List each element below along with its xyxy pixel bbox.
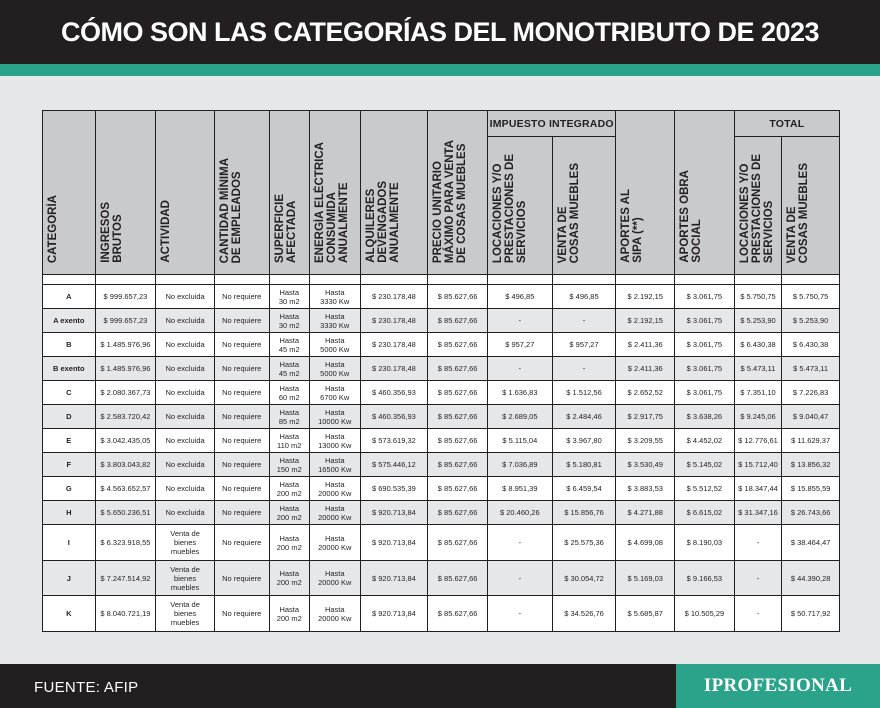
cell-precio-unitario: $ 85.627,66: [428, 560, 488, 595]
cell-cantidad-empleados: No requiere: [214, 525, 269, 560]
spacer-cell: [675, 275, 735, 285]
cell-aportes-obra-social: $ 6.615,02: [675, 501, 735, 525]
cell-energia: Hasta 3330 Kw: [309, 285, 360, 309]
cell-energia: Hasta 20000 Kw: [309, 596, 360, 632]
cell-ingresos-brutos: $ 2.080.367,73: [95, 381, 156, 405]
header-total-venta: VENTA DE COSAS MUEBLES: [782, 137, 840, 275]
cell-cantidad-empleados: No requiere: [214, 285, 269, 309]
table-row: [43, 596, 840, 632]
cell-superficie: Hasta 45 m2: [269, 357, 309, 381]
cell-impuesto-locaciones: $ 957,27: [487, 333, 552, 357]
cell-total-locaciones: $ 31.347,16: [734, 501, 782, 525]
cell-ingresos-brutos: $ 1.485.976,96: [95, 333, 156, 357]
cell-precio-unitario: $ 85.627,66: [428, 596, 488, 632]
cell-impuesto-locaciones: $ 7.036,89: [487, 453, 552, 477]
cell-impuesto-locaciones: -: [487, 560, 552, 595]
cell-ingresos-brutos: $ 2.583.720,42: [95, 405, 156, 429]
cell-categoria: G: [43, 477, 96, 501]
cell-precio-unitario: $ 85.627,66: [428, 453, 488, 477]
cell-actividad: No excluida: [156, 357, 215, 381]
cell-total-locaciones: $ 5.253,90: [734, 309, 782, 333]
cell-cantidad-empleados: No requiere: [214, 357, 269, 381]
spacer-cell: [487, 275, 552, 285]
cell-total-venta: $ 15.855,59: [782, 477, 840, 501]
cell-actividad: No excluida: [156, 381, 215, 405]
cell-total-locaciones: $ 5.750,75: [734, 285, 782, 309]
cell-actividad: No excluida: [156, 309, 215, 333]
cell-categoria: I: [43, 525, 96, 560]
cell-alquileres: $ 230.178,48: [360, 285, 428, 309]
cell-precio-unitario: $ 85.627,66: [428, 405, 488, 429]
title-accent-stripe: [0, 64, 880, 76]
cell-aportes-sipa: $ 2.192,15: [616, 309, 675, 333]
cell-categoria: A: [43, 285, 96, 309]
cell-impuesto-locaciones: $ 2.689,05: [487, 405, 552, 429]
table-header: [43, 111, 840, 275]
cell-cantidad-empleados: No requiere: [214, 381, 269, 405]
monotributo-categories-table: [42, 110, 840, 632]
spacer-cell: [269, 275, 309, 285]
cell-categoria: B exento: [43, 357, 96, 381]
cell-categoria: F: [43, 453, 96, 477]
cell-impuesto-venta: $ 3.967,80: [552, 429, 616, 453]
cell-ingresos-brutos: $ 3.042.435,05: [95, 429, 156, 453]
cell-actividad: Venta de bienes muebles: [156, 525, 215, 560]
cell-alquileres: $ 230.178,48: [360, 357, 428, 381]
cell-aportes-sipa: $ 2.917,75: [616, 405, 675, 429]
cell-impuesto-venta: -: [552, 357, 616, 381]
cell-actividad: No excluida: [156, 501, 215, 525]
cell-aportes-obra-social: $ 9.166,53: [675, 560, 735, 595]
cell-energia: Hasta 20000 Kw: [309, 560, 360, 595]
cell-total-venta: $ 9.040,47: [782, 405, 840, 429]
cell-total-venta: $ 5.750,75: [782, 285, 840, 309]
iprofesional-logo: [676, 664, 880, 708]
cell-total-locaciones: $ 6.430,38: [734, 333, 782, 357]
cell-aportes-sipa: $ 5.685,87: [616, 596, 675, 632]
cell-impuesto-locaciones: -: [487, 596, 552, 632]
cell-categoria: D: [43, 405, 96, 429]
cell-alquileres: $ 920.713,84: [360, 596, 428, 632]
cell-total-venta: $ 13.856,32: [782, 453, 840, 477]
cell-superficie: Hasta 60 m2: [269, 381, 309, 405]
cell-aportes-obra-social: $ 3.061,75: [675, 333, 735, 357]
cell-impuesto-venta: $ 15.856,76: [552, 501, 616, 525]
cell-cantidad-empleados: No requiere: [214, 333, 269, 357]
header-categoria: CATEGORÍA: [43, 111, 96, 275]
cell-aportes-obra-social: $ 3.061,75: [675, 357, 735, 381]
cell-total-locaciones: $ 12.776,61: [734, 429, 782, 453]
cell-cantidad-empleados: No requiere: [214, 596, 269, 632]
categories-table-container: [42, 110, 840, 632]
table-row: [43, 333, 840, 357]
cell-precio-unitario: $ 85.627,66: [428, 525, 488, 560]
header-actividad: ACTIVIDAD: [156, 111, 215, 275]
header-ingresos-brutos: INGRESOS BRUTOS: [95, 111, 156, 275]
cell-impuesto-venta: $ 30.054,72: [552, 560, 616, 595]
cell-actividad: No excluida: [156, 285, 215, 309]
cell-impuesto-locaciones: $ 8.951,39: [487, 477, 552, 501]
cell-aportes-sipa: $ 2.411,36: [616, 333, 675, 357]
cell-alquileres: $ 460.356,93: [360, 381, 428, 405]
cell-energia: Hasta 20000 Kw: [309, 525, 360, 560]
cell-actividad: No excluida: [156, 333, 215, 357]
cell-total-venta: $ 44.390,28: [782, 560, 840, 595]
spacer-cell: [552, 275, 616, 285]
cell-ingresos-brutos: $ 1.485.976,96: [95, 357, 156, 381]
cell-ingresos-brutos: $ 3.803.043,82: [95, 453, 156, 477]
cell-actividad: No excluida: [156, 429, 215, 453]
cell-impuesto-locaciones: $ 20.460,26: [487, 501, 552, 525]
cell-superficie: Hasta 200 m2: [269, 501, 309, 525]
cell-actividad: No excluida: [156, 453, 215, 477]
cell-superficie: Hasta 30 m2: [269, 285, 309, 309]
cell-superficie: Hasta 85 m2: [269, 405, 309, 429]
cell-aportes-sipa: $ 3.883,53: [616, 477, 675, 501]
cell-aportes-sipa: $ 3.209,55: [616, 429, 675, 453]
cell-aportes-obra-social: $ 3.061,75: [675, 285, 735, 309]
cell-total-locaciones: $ 5.473,11: [734, 357, 782, 381]
cell-actividad: No excluida: [156, 477, 215, 501]
cell-ingresos-brutos: $ 6.323.918,55: [95, 525, 156, 560]
cell-cantidad-empleados: No requiere: [214, 501, 269, 525]
cell-impuesto-locaciones: $ 5.115,04: [487, 429, 552, 453]
cell-energia: Hasta 3330 Kw: [309, 309, 360, 333]
cell-precio-unitario: $ 85.627,66: [428, 501, 488, 525]
spacer-cell: [734, 275, 782, 285]
table-row: [43, 357, 840, 381]
cell-actividad: No excluida: [156, 405, 215, 429]
cell-energia: Hasta 5000 Kw: [309, 333, 360, 357]
cell-energia: Hasta 20000 Kw: [309, 501, 360, 525]
cell-aportes-sipa: $ 5.169,03: [616, 560, 675, 595]
cell-impuesto-locaciones: $ 1.636,83: [487, 381, 552, 405]
cell-energia: Hasta 13000 Kw: [309, 429, 360, 453]
cell-impuesto-locaciones: -: [487, 525, 552, 560]
spacer-cell: [309, 275, 360, 285]
cell-total-venta: $ 5.473,11: [782, 357, 840, 381]
header-cantidad-empleados: CANTIDAD MÍNIMA DE EMPLEADOS: [214, 111, 269, 275]
cell-precio-unitario: $ 85.627,66: [428, 285, 488, 309]
cell-aportes-sipa: $ 2.411,36: [616, 357, 675, 381]
spacer-cell: [360, 275, 428, 285]
cell-total-locaciones: -: [734, 596, 782, 632]
cell-superficie: Hasta 200 m2: [269, 560, 309, 595]
cell-superficie: Hasta 200 m2: [269, 525, 309, 560]
spacer-cell: [428, 275, 488, 285]
cell-categoria: A exento: [43, 309, 96, 333]
cell-cantidad-empleados: No requiere: [214, 560, 269, 595]
spacer-cell: [214, 275, 269, 285]
cell-alquileres: $ 690.535,39: [360, 477, 428, 501]
cell-categoria: C: [43, 381, 96, 405]
cell-aportes-obra-social: $ 3.638,26: [675, 405, 735, 429]
cell-cantidad-empleados: No requiere: [214, 453, 269, 477]
header-aportes-sipa: APORTES AL SIPA (**): [616, 111, 675, 275]
cell-aportes-sipa: $ 2.192,15: [616, 285, 675, 309]
header-impuesto-locaciones: LOCACIONES Y/O PRESTACIONES DE SERVICIOS: [487, 137, 552, 275]
spacer-cell: [616, 275, 675, 285]
cell-aportes-obra-social: $ 8.190,03: [675, 525, 735, 560]
cell-ingresos-brutos: $ 999.657,23: [95, 309, 156, 333]
cell-cantidad-empleados: No requiere: [214, 429, 269, 453]
table-body: [43, 275, 840, 632]
header-alquileres: ALQUILERES DEVENGADOS ANUALMENTE: [360, 111, 428, 275]
header-aportes-obra-social: APORTES OBRA SOCIAL: [675, 111, 735, 275]
table-row: [43, 285, 840, 309]
cell-aportes-obra-social: $ 5.512,52: [675, 477, 735, 501]
cell-total-venta: $ 50.717,92: [782, 596, 840, 632]
table-row: [43, 309, 840, 333]
cell-ingresos-brutos: $ 8.040.721,19: [95, 596, 156, 632]
cell-aportes-obra-social: $ 5.145,02: [675, 453, 735, 477]
cell-precio-unitario: $ 85.627,66: [428, 477, 488, 501]
cell-cantidad-empleados: No requiere: [214, 405, 269, 429]
cell-impuesto-locaciones: -: [487, 357, 552, 381]
cell-impuesto-venta: $ 1.512,56: [552, 381, 616, 405]
table-row: [43, 405, 840, 429]
table-row: [43, 501, 840, 525]
cell-ingresos-brutos: $ 7.247.514,92: [95, 560, 156, 595]
cell-impuesto-venta: -: [552, 309, 616, 333]
cell-energia: Hasta 20000 Kw: [309, 477, 360, 501]
cell-total-locaciones: -: [734, 560, 782, 595]
cell-alquileres: $ 230.178,48: [360, 309, 428, 333]
header-group-impuesto-integrado: IMPUESTO INTEGRADO: [487, 111, 615, 137]
cell-alquileres: $ 230.178,48: [360, 333, 428, 357]
cell-precio-unitario: $ 85.627,66: [428, 429, 488, 453]
cell-alquileres: $ 920.713,84: [360, 525, 428, 560]
spacer-cell: [782, 275, 840, 285]
cell-total-venta: $ 26.743,66: [782, 501, 840, 525]
table-row: [43, 525, 840, 560]
cell-ingresos-brutos: $ 5.650.236,51: [95, 501, 156, 525]
cell-energia: Hasta 10000 Kw: [309, 405, 360, 429]
header-spacer-row: [43, 275, 840, 285]
cell-total-venta: $ 11.629,37: [782, 429, 840, 453]
cell-total-venta: $ 38.464,47: [782, 525, 840, 560]
cell-impuesto-venta: $ 5.180,81: [552, 453, 616, 477]
cell-ingresos-brutos: $ 999.657,23: [95, 285, 156, 309]
cell-alquileres: $ 460.356,93: [360, 405, 428, 429]
cell-alquileres: $ 920.713,84: [360, 560, 428, 595]
cell-categoria: B: [43, 333, 96, 357]
cell-aportes-obra-social: $ 4.452,02: [675, 429, 735, 453]
header-impuesto-venta: VENTA DE COSAS MUEBLES: [552, 137, 616, 275]
cell-energia: Hasta 6700 Kw: [309, 381, 360, 405]
spacer-cell: [95, 275, 156, 285]
table-row: [43, 453, 840, 477]
cell-precio-unitario: $ 85.627,66: [428, 309, 488, 333]
cell-precio-unitario: $ 85.627,66: [428, 381, 488, 405]
cell-superficie: Hasta 110 m2: [269, 429, 309, 453]
cell-impuesto-venta: $ 2.484,46: [552, 405, 616, 429]
cell-categoria: J: [43, 560, 96, 595]
cell-total-locaciones: $ 18.347,44: [734, 477, 782, 501]
cell-impuesto-venta: $ 34.526,76: [552, 596, 616, 632]
cell-actividad: Venta de bienes muebles: [156, 596, 215, 632]
header-superficie: SUPERFICIE AFECTADA: [269, 111, 309, 275]
cell-impuesto-venta: $ 957,27: [552, 333, 616, 357]
logo-text: IPROFESIONAL: [703, 675, 853, 696]
header-energia: ENERGÍA ELÉCTRICA CONSUMIDA ANUALMENTE: [309, 111, 360, 275]
cell-alquileres: $ 575.446,12: [360, 453, 428, 477]
cell-energia: Hasta 5000 Kw: [309, 357, 360, 381]
cell-aportes-obra-social: $ 3.061,75: [675, 309, 735, 333]
cell-alquileres: $ 920.713,84: [360, 501, 428, 525]
cell-aportes-sipa: $ 4.699,08: [616, 525, 675, 560]
cell-impuesto-venta: $ 25.575,36: [552, 525, 616, 560]
source-label: FUENTE: AFIP: [34, 679, 139, 696]
cell-cantidad-empleados: No requiere: [214, 477, 269, 501]
cell-categoria: K: [43, 596, 96, 632]
cell-energia: Hasta 16500 Kw: [309, 453, 360, 477]
cell-superficie: Hasta 30 m2: [269, 309, 309, 333]
cell-superficie: Hasta 150 m2: [269, 453, 309, 477]
cell-precio-unitario: $ 85.627,66: [428, 357, 488, 381]
cell-impuesto-venta: $ 6.459,54: [552, 477, 616, 501]
cell-alquileres: $ 573.619,32: [360, 429, 428, 453]
cell-superficie: Hasta 45 m2: [269, 333, 309, 357]
cell-total-locaciones: $ 9.245,06: [734, 405, 782, 429]
cell-aportes-obra-social: $ 3.061,75: [675, 381, 735, 405]
cell-total-venta: $ 7.226,83: [782, 381, 840, 405]
cell-categoria: E: [43, 429, 96, 453]
table-row: [43, 560, 840, 595]
table-row: [43, 381, 840, 405]
table-row: [43, 429, 840, 453]
footer-bar: [0, 664, 880, 708]
cell-aportes-sipa: $ 4.271,88: [616, 501, 675, 525]
spacer-cell: [43, 275, 96, 285]
cell-total-locaciones: $ 15.712,40: [734, 453, 782, 477]
cell-impuesto-venta: $ 496,85: [552, 285, 616, 309]
cell-aportes-sipa: $ 3.530,49: [616, 453, 675, 477]
cell-superficie: Hasta 200 m2: [269, 477, 309, 501]
header-total-locaciones: LOCACIONES Y/O PRESTACIONES DE SERVICIOS: [734, 137, 782, 275]
cell-categoria: H: [43, 501, 96, 525]
cell-total-locaciones: $ 7.351,10: [734, 381, 782, 405]
cell-total-venta: $ 6.430,38: [782, 333, 840, 357]
cell-superficie: Hasta 200 m2: [269, 596, 309, 632]
cell-aportes-sipa: $ 2.652,52: [616, 381, 675, 405]
cell-precio-unitario: $ 85.627,66: [428, 333, 488, 357]
cell-aportes-obra-social: $ 10.505,29: [675, 596, 735, 632]
header-group-total: TOTAL: [734, 111, 839, 137]
spacer-cell: [156, 275, 215, 285]
cell-impuesto-locaciones: $ 496,85: [487, 285, 552, 309]
table-row: [43, 477, 840, 501]
cell-cantidad-empleados: No requiere: [214, 309, 269, 333]
page-title: CÓMO SON LAS CATEGORÍAS DEL MONOTRIBUTO DE 2023: [0, 0, 880, 64]
cell-total-venta: $ 5.253,90: [782, 309, 840, 333]
cell-actividad: Venta de bienes muebles: [156, 560, 215, 595]
cell-ingresos-brutos: $ 4.563.652,57: [95, 477, 156, 501]
cell-total-locaciones: -: [734, 525, 782, 560]
cell-impuesto-locaciones: -: [487, 309, 552, 333]
header-precio-unitario: PRECIO UNITARIO MÁXIMO PARA VENTA DE COSAS MUEBLES: [428, 111, 488, 275]
